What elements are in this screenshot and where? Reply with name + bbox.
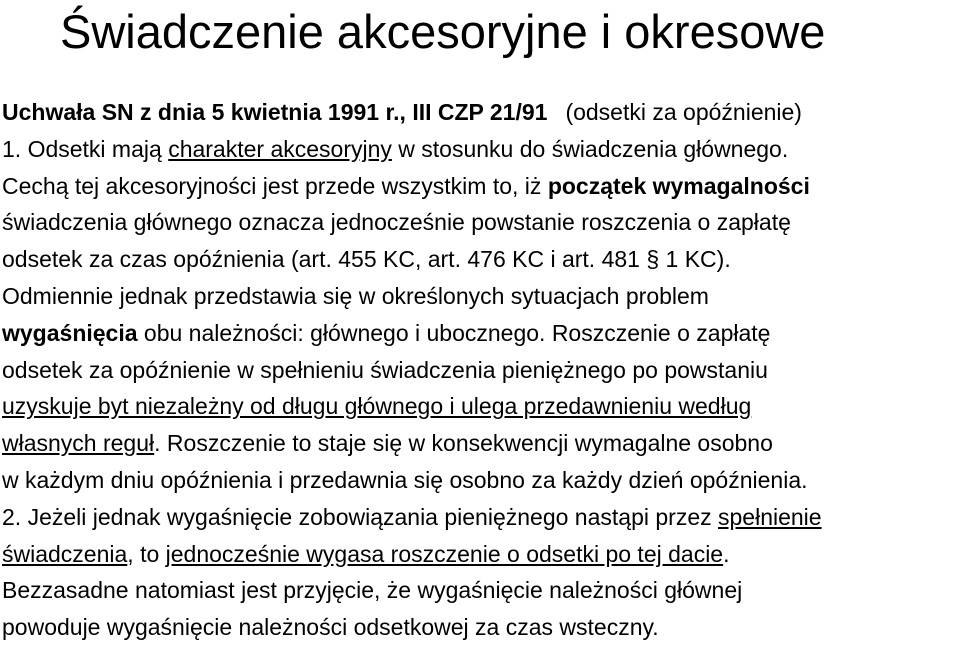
bold-phrase: początek wymagalności: [547, 172, 810, 199]
body-line: wygaśnięcia obu należności: głównego i ubocznego. Roszczenie o zapłatę: [2, 319, 771, 346]
underlined-line: uzyskuje byt niezależny od długu głównego i ulega przedawnieniu według: [2, 393, 752, 420]
underlined-phrase: własnych reguł: [2, 430, 155, 457]
body-line: odsetek za opóźnienie w spełnieniu świadczenia pieniężnego po powstaniu: [2, 356, 768, 383]
ruling-note: (odsetki za opóźnienie): [565, 99, 802, 125]
body-line: własnych reguł. Roszczenie to staje się w konsekwencji wymagalne osobno: [2, 430, 773, 457]
body-line: 2. Jeżeli jednak wygaśnięcie zobowiązania pieniężnego nastąpi przez spełnienie: [2, 503, 822, 530]
underlined-phrase: spełnienie: [718, 503, 822, 530]
body-line: 1. Odsetki mają charakter akcesoryjny w stosunku do świadczenia głównego.: [2, 135, 789, 162]
ruling-heading: [2, 94, 954, 131]
body-line: Bezzasadne natomiast jest przyjęcie, że wygaśnięcie należności głównej: [2, 577, 743, 604]
body-line: w każdym dniu opóźnienia i przedawnia się osobno za każdy dzień opóźnienia.: [2, 466, 808, 493]
body-line: świadczenia, to jednocześnie wygasa roszczenie o odsetki po tej dacie.: [2, 540, 730, 567]
bold-phrase: wygaśnięcia: [2, 319, 138, 346]
body-line: powoduje wygaśnięcie należności odsetkowej za czas wsteczny.: [2, 614, 659, 641]
underlined-phrase: świadczenia: [2, 540, 128, 567]
body-line: świadczenia głównego oznacza jednocześnie powstanie roszczenia o zapłatę: [2, 209, 791, 236]
body-line: Cechą tej akcesoryjności jest przede wszystkim to, iż początek wymagalności: [2, 172, 810, 199]
body-line: odsetek za czas opóźnienia (art. 455 KC, art. 476 KC i art. 481 § 1 KC).: [2, 246, 731, 273]
underlined-phrase: charakter akcesoryjny: [168, 135, 392, 162]
ruling-reference: Uchwała SN z dnia 5 kwietnia 1991 r., III CZP 21/91: [2, 99, 548, 125]
slide-title: Świadczenie akcesoryjne i okresowe: [60, 5, 826, 58]
underlined-phrase: jednocześnie wygasa roszczenie o odsetki po tej dacie: [165, 540, 724, 567]
slide-body: [2, 94, 954, 646]
body-line: Odmiennie jednak przedstawia się w określonych sytuacjach problem: [2, 282, 709, 309]
